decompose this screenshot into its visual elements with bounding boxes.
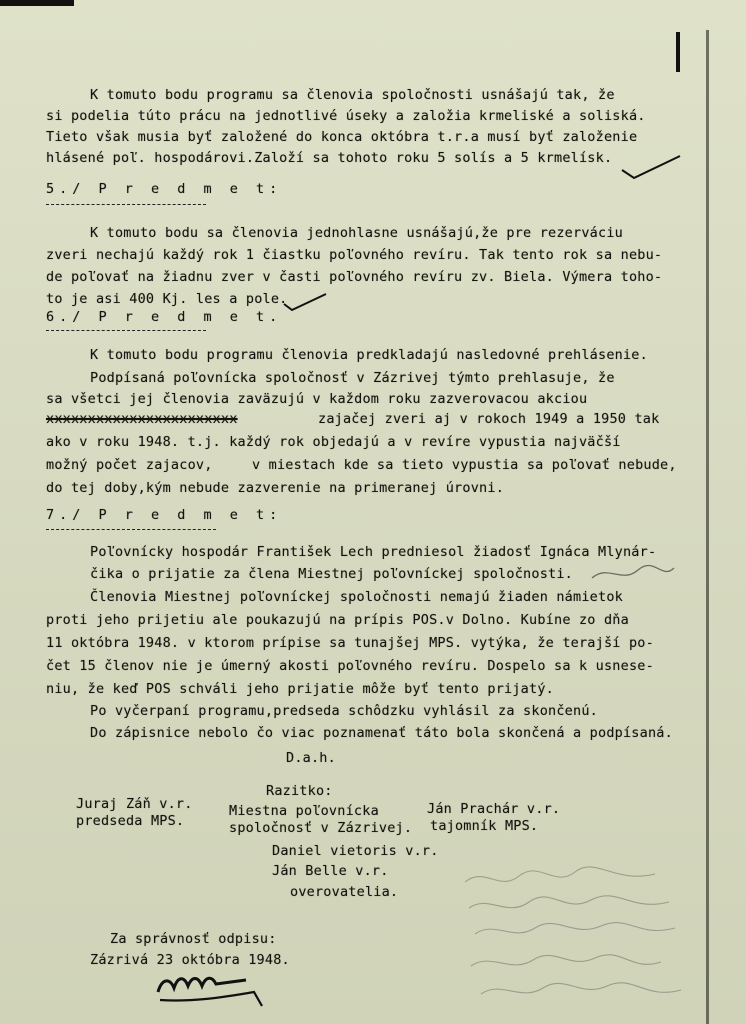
checkmark-icon: [282, 292, 332, 314]
text-line: K tomuto bodu sa členovia jednohlasne usnášajú,že pre rezerváciu: [90, 225, 623, 241]
section-heading: 5./ P r e d m e t:: [46, 181, 283, 197]
text-line: čika o prijatie za člena Miestnej poľovníckej spoločnosti.: [90, 566, 574, 582]
text-line: Po vyčerpaní programu,predseda schôdzku vyhlásil za skončenú.: [90, 703, 598, 719]
heading-underline: [46, 204, 206, 205]
text-line: čet 15 členov nie je úmerný akosti poľovného revíru. Dospelo sa k usnese-: [46, 658, 654, 674]
stamp-text: Miestna poľovnícka: [229, 803, 379, 819]
text-line: K tomuto bodu programu členovia predkladajú nasledovné prehlásenie.: [90, 347, 648, 363]
scan-margin-mark: [676, 32, 680, 72]
text-line: Členovia Miestnej poľovníckej spoločnosti nemajú žiaden námietok: [90, 589, 623, 605]
text-line: zveri nechajú každý rok 1 čiastku poľovného revíru. Tak tento rok sa nebu-: [46, 247, 663, 263]
text-line: ako v roku 1948. t.j. každý rok objedajú a v revíre vypustia najväčší: [46, 434, 621, 450]
faint-pencil-notes: [455, 862, 695, 1012]
secretary-name: Ján Prachár v.r.: [427, 801, 561, 817]
checkmark-icon: [620, 150, 690, 186]
copy-place-date: Zázrivá 23 októbra 1948.: [90, 952, 290, 968]
text-line: 11 októbra 1948. v ktorom prípise sa tunajšej MPS. vytýka, že terajší po-: [46, 635, 654, 651]
heading-underline: [46, 330, 206, 331]
verifier-name: Ján Belle v.r.: [272, 863, 389, 879]
text-line: de poľovať na žiadnu zver v časti poľovného revíru zv. Biela. Výmera toho-: [46, 269, 663, 285]
struck-text: xxxxxxxxxxxxxxxxxxxxxxx: [46, 411, 238, 427]
text-line: hlásené poľ. hospodárovi.Založí sa tohoto roku 5 solís a 5 krmelísk.: [46, 150, 613, 166]
text-line: v miestach kde sa tieto vypustia sa poľovať nebude,: [252, 457, 677, 473]
text-line: K tomuto bodu programu sa členovia spoločnosti usnášajú tak, že: [90, 87, 615, 103]
text-line: niu, že keď POS schváli jeho prijatie môže byť tento prijatý.: [46, 681, 554, 697]
stamp-text: spoločnosť v Zázrivej.: [229, 820, 413, 836]
scan-edge-mark: [0, 0, 74, 6]
stamp-label: Razitko:: [266, 783, 333, 799]
verifiers-title: overovatelia.: [290, 884, 399, 900]
copy-certification: Za správnosť odpisu:: [110, 931, 277, 947]
text-line: zajačej zveri aj v rokoch 1949 a 1950 tak: [318, 411, 660, 427]
closing-dah: D.a.h.: [286, 750, 336, 766]
pencil-scribble-icon: [588, 562, 678, 586]
chairman-name: Juraj Záň v.r.: [76, 796, 193, 812]
secretary-title: tajomník MPS.: [430, 818, 539, 834]
text-line: sa všetci jej členovia zaväzujú v každom roku zazverovacou akciou: [46, 391, 588, 407]
text-line: Tieto však musia byť založené do konca októbra t.r.a musí byť založenie: [46, 129, 638, 145]
handwritten-signature: [150, 962, 270, 1012]
section-heading: 6./ P r e d m e t.: [46, 309, 283, 325]
text-line: proti jeho prijetiu ale poukazujú na prípis POS.v Dolno. Kubíne zo dňa: [46, 612, 629, 628]
text-line: Do zápisnice nebolo čo viac poznamenať táto bola skončená a podpísaná.: [90, 725, 673, 741]
text-line: do tej doby,kým nebude zazverenie na primeranej úrovni.: [46, 480, 505, 496]
text-line: si podelia túto prácu na jednotlivé úseky a založia krmeliské a soliská.: [46, 108, 646, 124]
section-heading: 7./ P r e d m e t:: [46, 507, 283, 523]
text-line: to je asi 400 Kj. les a pole.: [46, 291, 288, 307]
text-line: možný počet zajacov,: [46, 457, 213, 473]
chairman-title: predseda MPS.: [76, 813, 185, 829]
heading-underline: [46, 529, 216, 530]
verifier-name: Daniel vietoris v.r.: [272, 843, 439, 859]
text-line: Podpísaná poľovnícka spoločnosť v Zázrivej týmto prehlasuje, že: [90, 370, 615, 386]
scan-right-border: [706, 30, 709, 1024]
text-line: Poľovnícky hospodár František Lech predniesol žiadosť Ignáca Mlynár-: [90, 544, 657, 560]
